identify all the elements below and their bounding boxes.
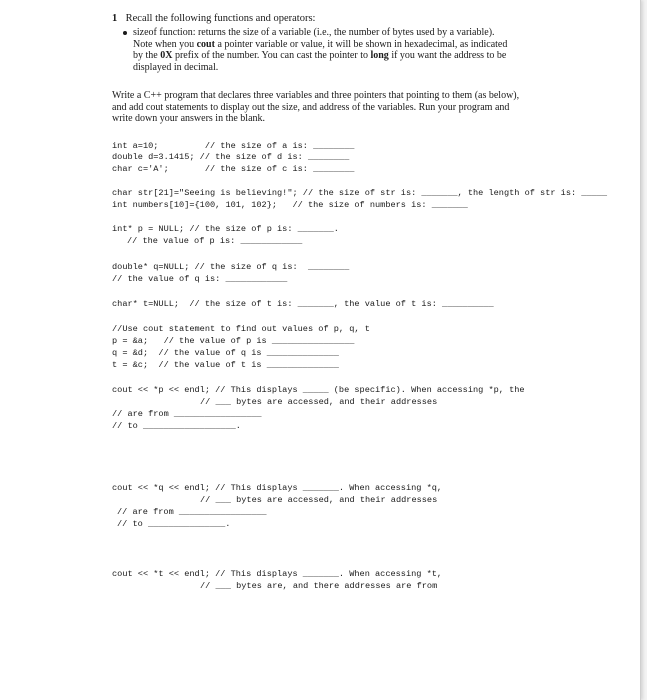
code-line: int a=10; // the size of a is: ________	[112, 141, 355, 151]
code-line: char str[21]="Seeing is believing!"; // the size of str is: _______, the length of str is: _____	[112, 188, 608, 198]
code-line: // ___ bytes are accessed, and their addresses	[200, 397, 438, 407]
code-line: int numbers[10]={100, 101, 102}; // the size of numbers is: _______	[112, 200, 468, 210]
instruction-line: write down your answers in the blank.	[112, 113, 266, 125]
text-run: Note when you	[133, 38, 197, 50]
sizeof-bullet-paragraph	[133, 27, 565, 73]
question-title: Recall the following functions and operators:	[125, 13, 316, 24]
code-line: // are from _________________	[112, 409, 262, 419]
instruction-line: and add cout statements to display out the size, and address of the variables. Run your program and	[112, 101, 510, 113]
code-line: cout << *q << endl; // This displays _______. When accessing *q,	[112, 483, 443, 493]
code-line: int* p = NULL; // the size of p is: _______.	[112, 224, 339, 234]
code-line: char* t=NULL; // the size of t is: _______, the value of t is: __________	[112, 299, 494, 309]
code-line: // the value of p is: ____________	[127, 236, 303, 246]
code-line: // to __________________.	[112, 421, 241, 431]
question-heading	[112, 13, 315, 24]
bullet-line	[133, 39, 565, 51]
code-line: p = &a; // the value of p is ________________	[112, 336, 355, 346]
text-run: displayed in decimal.	[133, 61, 219, 73]
code-line: // ___ bytes are, and there addresses are from	[200, 581, 438, 591]
instructions-paragraph	[112, 90, 564, 125]
code-line: // are from _________________	[117, 507, 267, 517]
bullet-line	[133, 50, 565, 62]
bold-term: 0X	[160, 50, 173, 62]
code-line: double d=3.1415; // the size of d is: ________	[112, 152, 350, 162]
bold-term: long	[370, 50, 389, 62]
text-run: sizeof function: returns the size of a variable (i.e., the number of bytes used by a variable).	[133, 27, 495, 38]
text-run: by the	[133, 50, 161, 62]
code-line: q = &d; // the value of q is ______________	[112, 348, 339, 358]
text-run: prefix of the number. You can cast the pointer to	[172, 50, 371, 62]
code-line: cout << *t << endl; // This displays _______. When accessing *t,	[112, 569, 443, 579]
instruction-line: Write a C++ program that declares three variables and three pointers that pointing to them (as below),	[112, 90, 520, 101]
code-line: cout << *p << endl; // This displays _____ (be specific). When accessing *p, the	[112, 385, 525, 395]
bullet-line	[133, 27, 565, 39]
code-line: // to _______________.	[117, 519, 231, 529]
code-line: double* q=NULL; // the size of q is: ________	[112, 262, 350, 272]
bullet-line	[133, 62, 565, 74]
code-line: // the value of q is: ____________	[112, 274, 288, 284]
bullet-icon	[123, 31, 127, 35]
question-number: 1	[112, 13, 118, 24]
code-line: // ___ bytes are accessed, and their addresses	[200, 495, 438, 505]
code-line: //Use cout statement to find out values of p, q, t	[112, 324, 370, 334]
text-run: a pointer variable or value, it will be shown in hexadecimal, as indicated	[214, 38, 508, 50]
text-run: if you want the address to be	[388, 50, 507, 62]
code-line: char c='A'; // the size of c is: ________	[112, 164, 355, 174]
code-line: t = &c; // the value of t is ______________	[112, 360, 339, 370]
bold-term: cout	[196, 38, 215, 50]
